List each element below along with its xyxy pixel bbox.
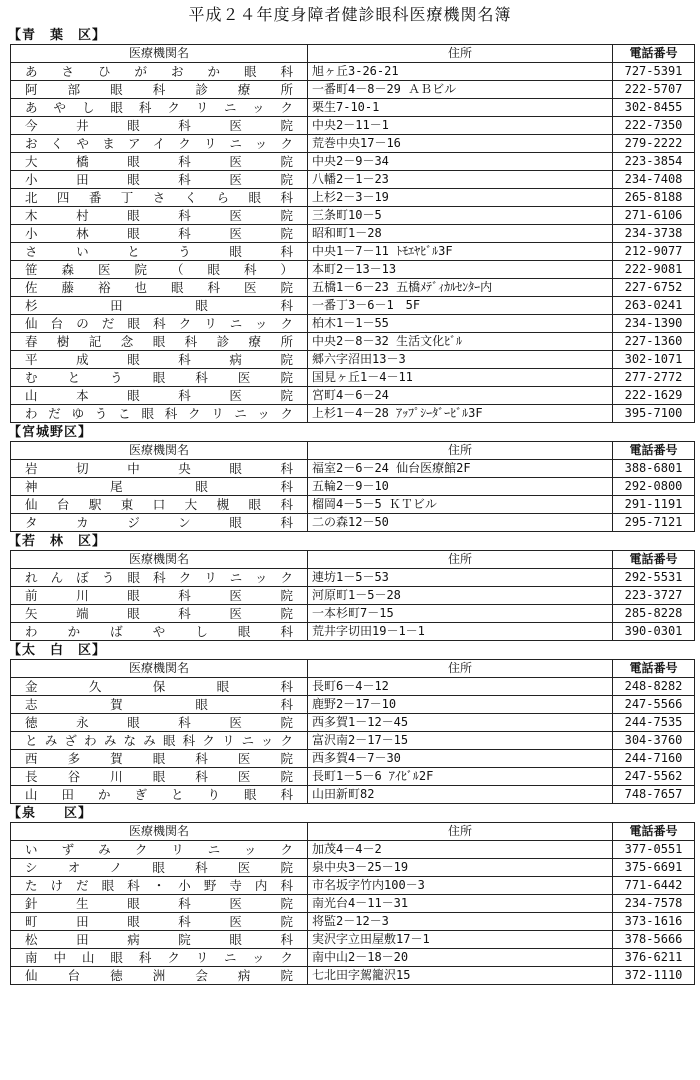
clinic-tel: 222-7350 [613,117,695,135]
clinic-tel: 372-1110 [613,967,695,985]
clinic-address: 南中山2－18－20 [308,949,613,967]
table-row [11,261,695,279]
table-row [11,750,695,768]
ward-label: 【太 白 区】 [8,643,107,658]
clinic-address: 七北田字駕籠沢15 [308,967,613,985]
table-row [11,949,695,967]
clinic-tel: 295-7121 [613,514,695,532]
clinic-name: タカジン眼科 [11,514,308,532]
clinic-tel: 292-5531 [613,569,695,587]
clinic-tel: 377-0551 [613,841,695,859]
clinic-address: 宮町4－6－24 [308,387,613,405]
clinic-name: 針生眼科医院 [11,895,308,913]
clinic-address: 郷六字沼田13－3 [308,351,613,369]
clinic-tel: 248-8282 [613,678,695,696]
clinic-address: 中央2－9－34 [308,153,613,171]
table-row [11,369,695,387]
clinic-tel: 234-7408 [613,171,695,189]
page-title: 平成２４年度身障者健診眼科医療機関名簿 [188,5,512,24]
clinic-address: 榴岡4－5－5 ＫＴビル [308,496,613,514]
clinic-name: 春樹記念眼科診療所 [11,333,308,351]
clinic-name: 松田病院眼科 [11,931,308,949]
table-header-row [11,660,695,678]
clinic-address: 長町6－4－12 [308,678,613,696]
clinic-address: 八幡2－1－23 [308,171,613,189]
clinic-tel: 244-7160 [613,750,695,768]
clinic-tel: 227-6752 [613,279,695,297]
clinic-address: 鹿野2－17－10 [308,696,613,714]
clinic-tel: 222-9081 [613,261,695,279]
clinic-tel: 292-0800 [613,478,695,496]
clinic-address: 泉中央3－25－19 [308,859,613,877]
table-row [11,99,695,117]
clinic-name: いずみクリニック [11,841,308,859]
clinic-table [10,44,695,423]
clinic-name: わかばやし眼科 [11,623,308,641]
clinic-tel: 285-8228 [613,605,695,623]
header-tel: 電話番号 [613,442,695,460]
clinic-name: あさひがおか眼科 [11,63,308,81]
table-row [11,696,695,714]
clinic-tel: 212-9077 [613,243,695,261]
clinic-table [10,822,695,985]
clinic-tel: 748-7657 [613,786,695,804]
clinic-tel: 302-8455 [613,99,695,117]
table-row [11,460,695,478]
clinic-tel: 222-5707 [613,81,695,99]
header-tel: 電話番号 [613,45,695,63]
clinic-tel: 247-5566 [613,696,695,714]
clinic-address: 将監2－12－3 [308,913,613,931]
clinic-tel: 247-5562 [613,768,695,786]
clinic-name: 佐藤裕也眼科医院 [11,279,308,297]
header-name: 医療機関名 [11,823,308,841]
table-row [11,913,695,931]
clinic-address: 中央1－7－11 ﾄﾓｴﾔﾋﾞﾙ3F [308,243,613,261]
clinic-tel: 263-0241 [613,297,695,315]
clinic-address: 昭和町1－28 [308,225,613,243]
clinic-name: 小林眼科医院 [11,225,308,243]
header-address: 住所 [308,551,613,569]
clinic-address: 富沢南2－17－15 [308,732,613,750]
clinic-tel: 234-7578 [613,895,695,913]
clinic-tel: 234-3738 [613,225,695,243]
clinic-address: 二の森12－50 [308,514,613,532]
table-row [11,931,695,949]
table-row [11,135,695,153]
clinic-name: 平成眼科病院 [11,351,308,369]
clinic-address: 長町1－5－6 ｱｲﾋﾞﾙ2F [308,768,613,786]
clinic-name: あやし眼科クリニック [11,99,308,117]
clinic-name: れんぼう眼科クリニック [11,569,308,587]
clinic-tel: 395-7100 [613,405,695,423]
clinic-address: 荒巻中央17－16 [308,135,613,153]
clinic-tel: 277-2772 [613,369,695,387]
clinic-name: 仙台のだ眼科クリニック [11,315,308,333]
clinic-name: 志賀眼科 [11,696,308,714]
clinic-address: 三条町10－5 [308,207,613,225]
ward-label: 【青 葉 区】 [8,28,107,43]
header-tel: 電話番号 [613,551,695,569]
clinic-tel: 291-1191 [613,496,695,514]
table-row [11,405,695,423]
clinic-name: 仙台徳洲会病院 [11,967,308,985]
clinic-name: 山田かぎとり眼科 [11,786,308,804]
table-row [11,623,695,641]
clinic-name: 南中山眼科クリニック [11,949,308,967]
clinic-address: 一番丁3－6－1 5F [308,297,613,315]
clinic-tel: 244-7535 [613,714,695,732]
clinic-tel: 771-6442 [613,877,695,895]
clinic-tel: 279-2222 [613,135,695,153]
table-row [11,967,695,985]
clinic-name: 前川眼科医院 [11,587,308,605]
table-header-row [11,45,695,63]
clinic-name: 今井眼科医院 [11,117,308,135]
clinic-name: 西多賀眼科医院 [11,750,308,768]
section-gap [0,985,700,987]
header-name: 医療機関名 [11,551,308,569]
clinic-name: 仙台駅東口大槻眼科 [11,496,308,514]
clinic-name: 町田眼科医院 [11,913,308,931]
clinic-tel: 390-0301 [613,623,695,641]
clinic-address: 五輪2－9－10 [308,478,613,496]
ward-list [0,28,700,987]
clinic-address: 中央2－8－32 生活文化ﾋﾞﾙ [308,333,613,351]
clinic-name: 山本眼科医院 [11,387,308,405]
clinic-name: 岩切中央眼科 [11,460,308,478]
clinic-address: 本町2－13－13 [308,261,613,279]
header-name: 医療機関名 [11,45,308,63]
header-address: 住所 [308,660,613,678]
clinic-address: 連坊1－5－53 [308,569,613,587]
clinic-name: 杉田眼科 [11,297,308,315]
table-row [11,605,695,623]
ward-label: 【若 林 区】 [8,534,107,549]
table-row [11,63,695,81]
table-row [11,587,695,605]
clinic-table [10,550,695,641]
clinic-name: 長谷川眼科医院 [11,768,308,786]
clinic-name: たけだ眼科・小野寺内科 [11,877,308,895]
clinic-address: 河原町1－5－28 [308,587,613,605]
clinic-address: 旭ヶ丘3-26-21 [308,63,613,81]
table-row [11,315,695,333]
header-address: 住所 [308,823,613,841]
clinic-name: 大橋眼科医院 [11,153,308,171]
table-row [11,189,695,207]
clinic-table [10,659,695,804]
table-row [11,859,695,877]
clinic-address: 一番町4－8－29 ＡＢビル [308,81,613,99]
clinic-name: 金久保眼科 [11,678,308,696]
table-row [11,768,695,786]
table-row [11,387,695,405]
clinic-address: 上杉2－3－19 [308,189,613,207]
clinic-address: 柏木1－1－55 [308,315,613,333]
clinic-name: 北四番丁さくら眼科 [11,189,308,207]
table-header-row [11,823,695,841]
clinic-address: 栗生7-10-1 [308,99,613,117]
clinic-tel: 265-8188 [613,189,695,207]
table-row [11,714,695,732]
clinic-name: わだゆうこ眼科クリニック [11,405,308,423]
ward-label: 【宮城野区】 [8,425,93,440]
table-header-row [11,442,695,460]
clinic-table [10,441,695,532]
clinic-tel: 271-6106 [613,207,695,225]
header-tel: 電話番号 [613,660,695,678]
table-header-row [11,551,695,569]
clinic-tel: 222-1629 [613,387,695,405]
clinic-tel: 234-1390 [613,315,695,333]
table-row [11,171,695,189]
clinic-name: おくやまアイクリニック [11,135,308,153]
header-tel: 電話番号 [613,823,695,841]
clinic-address: 国見ヶ丘1－4－11 [308,369,613,387]
clinic-name: 矢端眼科医院 [11,605,308,623]
table-row [11,514,695,532]
clinic-address: 西多賀4－7－30 [308,750,613,768]
table-row [11,478,695,496]
clinic-address: 中央2－11－1 [308,117,613,135]
header-address: 住所 [308,442,613,460]
header-name: 医療機関名 [11,442,308,460]
table-row [11,333,695,351]
clinic-address: 南光台4－11－31 [308,895,613,913]
clinic-name: 笹森医院（眼科） [11,261,308,279]
clinic-address: 山田新町82 [308,786,613,804]
table-row [11,153,695,171]
clinic-tel: 375-6691 [613,859,695,877]
clinic-tel: 727-5391 [613,63,695,81]
clinic-address: 荒井字切田19－1－1 [308,623,613,641]
table-row [11,877,695,895]
table-row [11,81,695,99]
clinic-tel: 223-3727 [613,587,695,605]
clinic-tel: 304-3760 [613,732,695,750]
clinic-name: とみざわみなみ眼科クリニック [11,732,308,750]
clinic-address: 西多賀1－12－45 [308,714,613,732]
clinic-name: 阿部眼科診療所 [11,81,308,99]
header-address: 住所 [308,45,613,63]
ward-label: 【泉 区】 [8,806,93,821]
table-row [11,841,695,859]
table-row [11,117,695,135]
clinic-tel: 223-3854 [613,153,695,171]
clinic-tel: 227-1360 [613,333,695,351]
clinic-tel: 376-6211 [613,949,695,967]
clinic-address: 福室2－6－24 仙台医療館2F [308,460,613,478]
table-row [11,225,695,243]
clinic-name: むとう眼科医院 [11,369,308,387]
clinic-address: 上杉1－4－28 ｱｯﾌﾟｼｰﾀﾞｰﾋﾞﾙ3F [308,405,613,423]
clinic-name: 徳永眼科医院 [11,714,308,732]
clinic-tel: 388-6801 [613,460,695,478]
table-row [11,351,695,369]
table-row [11,895,695,913]
clinic-name: 神尾眼科 [11,478,308,496]
clinic-tel: 373-1616 [613,913,695,931]
clinic-tel: 378-5666 [613,931,695,949]
table-row [11,243,695,261]
clinic-name: シオノ眼科医院 [11,859,308,877]
clinic-name: さいとう眼科 [11,243,308,261]
clinic-tel: 302-1071 [613,351,695,369]
clinic-address: 一本杉町7－15 [308,605,613,623]
clinic-name: 小田眼科医院 [11,171,308,189]
table-row [11,207,695,225]
clinic-address: 五橋1－6－23 五橋ﾒﾃﾞｨｶﾙｾﾝﾀｰ内 [308,279,613,297]
clinic-address: 加茂4－4－2 [308,841,613,859]
header-name: 医療機関名 [11,660,308,678]
table-row [11,569,695,587]
table-row [11,297,695,315]
table-row [11,279,695,297]
clinic-address: 実沢字立田屋敷17－1 [308,931,613,949]
table-row [11,786,695,804]
clinic-name: 木村眼科医院 [11,207,308,225]
table-row [11,496,695,514]
table-row [11,678,695,696]
table-row [11,732,695,750]
clinic-address: 市名坂字竹内100－3 [308,877,613,895]
